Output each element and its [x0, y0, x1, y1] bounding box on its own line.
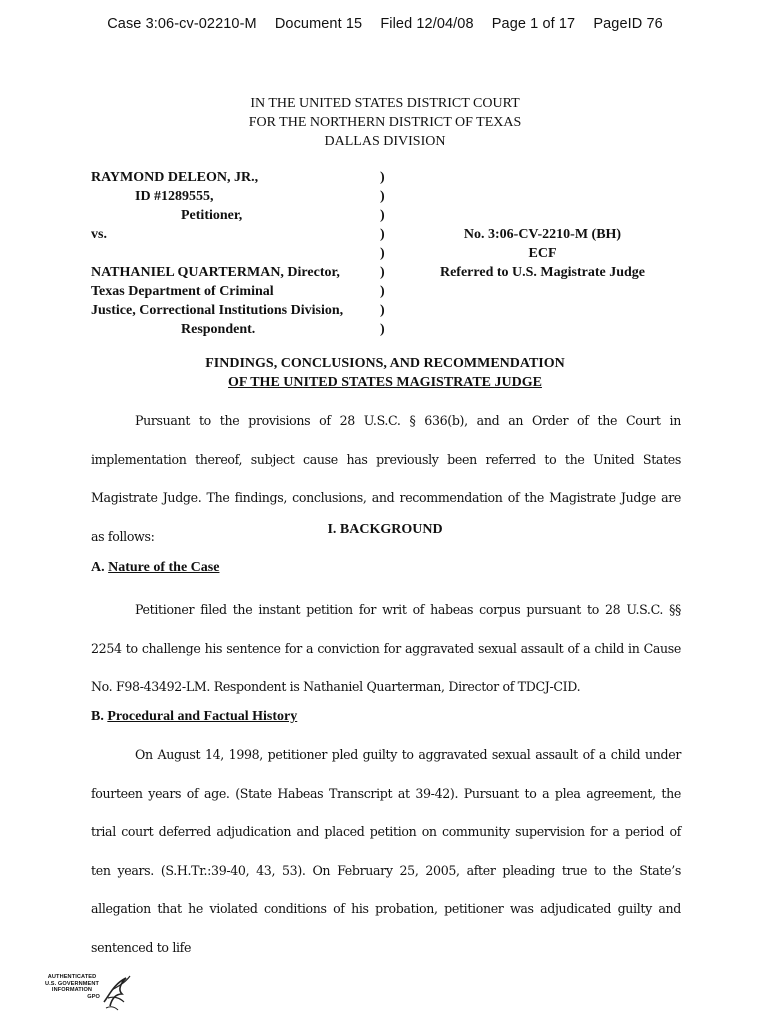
petitioner-id: ID #1289555, [135, 189, 214, 204]
title-line-2: OF THE UNITED STATES MAGISTRATE JUDGE [228, 375, 542, 390]
paren: ) [380, 284, 385, 299]
nature-paragraph-block [91, 591, 681, 707]
document-number: Document 15 [274, 16, 363, 32]
blank-line [91, 244, 381, 263]
respondent-line-1: NATHANIEL QUARTERMAN, Director, [91, 265, 340, 280]
ecf-label: ECF [528, 246, 557, 261]
gpo-line-1: AUTHENTICATED [47, 974, 97, 980]
paren: ) [380, 322, 385, 337]
paren: ) [380, 170, 385, 185]
court-line-2: FOR THE NORTHERN DISTRICT OF TEXAS [248, 115, 522, 130]
gpo-mark-text: GPO [87, 993, 100, 1000]
respondent-line-3: Justice, Correctional Institutions Division, [91, 303, 344, 318]
respondent-line-2: Texas Department of Criminal [91, 284, 274, 299]
gpo-line-3: INFORMATION [51, 987, 93, 993]
case-caption-parties [91, 168, 381, 339]
case-number: Case 3:06-cv-02210-M [107, 16, 257, 32]
paren: ) [380, 246, 385, 261]
docket-number: No. 3:06-CV-2210-M (BH) [463, 227, 622, 242]
page-number: Page 1 of 17 [491, 16, 576, 32]
section-heading-background: I. BACKGROUND [327, 522, 443, 537]
petitioner-role: Petitioner, [181, 208, 243, 223]
subsection-title: Nature of the Case [108, 560, 220, 575]
nature-paragraph: Petitioner filed the instant petition for writ of habeas corpus pursuant to 28 U.S.C. §§ 2254 to challenge his sentence for a conviction for aggravated sexual assault of a child in Cause No. F98-43492-LM. Respondent is Nathaniel Quarterman, Director of TDCJ-CID. [91, 602, 681, 694]
court-line-3: DALLAS DIVISION [324, 134, 446, 149]
referral-note: Referred to U.S. Magistrate Judge [439, 265, 646, 280]
caption-parentheses [380, 168, 390, 339]
paren: ) [380, 189, 385, 204]
document-title [0, 354, 770, 392]
history-paragraph: On August 14, 1998, petitioner pled guilty to aggravated sexual assault of a child under fourteen years of age. (State Habeas Transcript at 39-42). Pursuant to a plea agreement, the trial court deferred adjudication and placed petition on community supervision for a period of ten years. (S.H.Tr.:39-40, 43, 53). On February 25, 2005, after pleading true to the State’s allegation that he violated conditions of his probation, petitioner was adjudicated guilty and sentenced to life [91, 747, 681, 955]
respondent-role: Respondent. [181, 322, 256, 337]
gpo-logo-text [42, 974, 102, 1000]
petitioner-name: RAYMOND DELEON, JR., [91, 170, 259, 185]
filing-header [0, 16, 770, 32]
subsection-title: Procedural and Factual History [107, 709, 298, 724]
court-heading [0, 94, 770, 151]
intro-paragraph: Pursuant to the provisions of 28 U.S.C. § 636(b), and an Order of the Court in implementation thereof, subject cause has previously been referred to the United States Magistrate Judge. The findings, conclusions, and recommendation of the Magistrate Judge are as follows: [91, 413, 681, 544]
paren: ) [380, 303, 385, 318]
gpo-authentication-logo [42, 970, 134, 1018]
gpo-line-2: U.S. GOVERNMENT [44, 980, 100, 987]
title-line-1: FINDINGS, CONCLUSIONS, AND RECOMMENDATION [205, 356, 565, 371]
page-id: PageID 76 [593, 16, 663, 32]
case-caption-number [420, 225, 665, 282]
subsection-heading-a [91, 560, 219, 576]
subsection-letter: A. [91, 560, 105, 575]
subsection-letter: B. [91, 709, 104, 724]
court-line-1: IN THE UNITED STATES DISTRICT COURT [250, 96, 520, 111]
filed-date: Filed 12/04/08 [380, 16, 474, 32]
paren: ) [380, 227, 385, 242]
paren: ) [380, 265, 385, 280]
subsection-heading-b [91, 709, 297, 725]
versus: vs. [91, 227, 107, 242]
history-paragraph-block [91, 736, 681, 967]
eagle-icon [100, 972, 132, 1012]
paren: ) [380, 208, 385, 223]
